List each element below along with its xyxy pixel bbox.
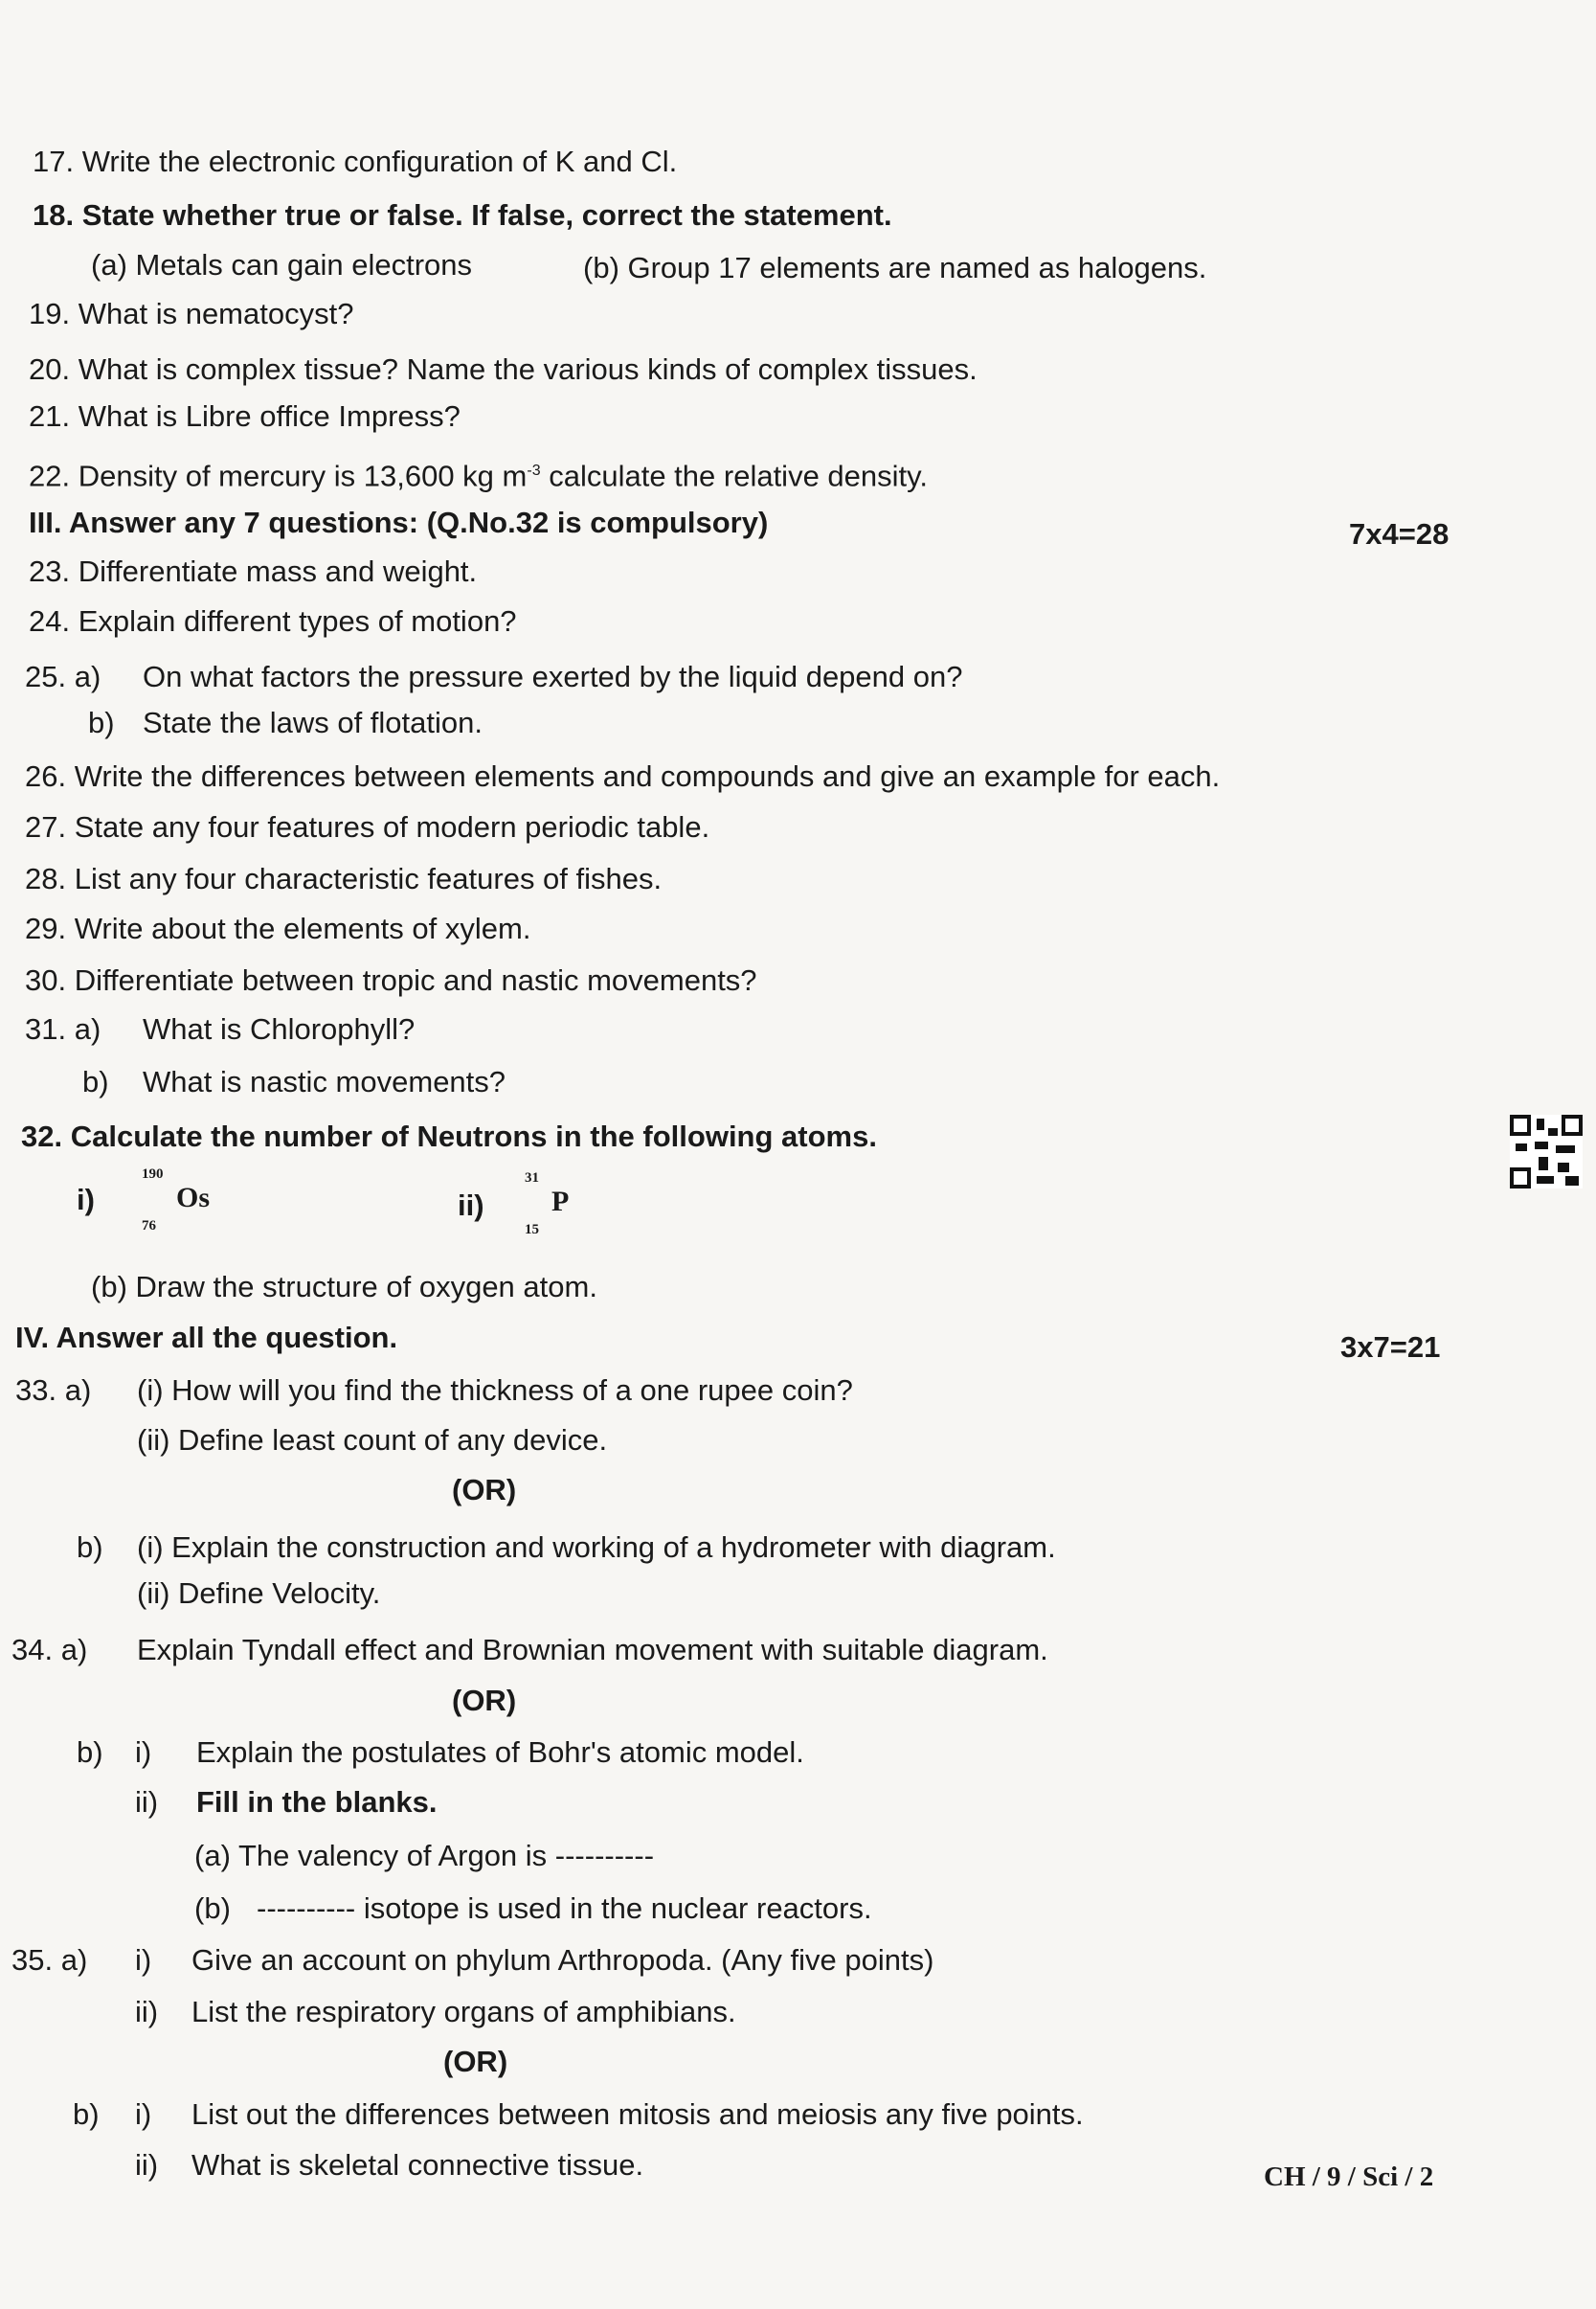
question-text: State whether true or false. If false, correct the statement.: [81, 198, 892, 232]
question-32-b: (b) Draw the structure of oxygen atom.: [91, 1270, 597, 1303]
question-text: Density of mercury is 13,600 kg m: [78, 459, 528, 493]
question-35-b-i-label: i): [135, 2097, 152, 2131]
question-number: 24.: [29, 604, 71, 638]
question-number: 32.: [21, 1120, 63, 1153]
question-19: [29, 297, 353, 331]
question-number: 29.: [25, 912, 67, 945]
question-text: Write the electronic configuration of K and Cl.: [81, 145, 678, 178]
question-text: What is complex tissue? Name the various kinds of complex tissues.: [78, 352, 978, 386]
question-30: [25, 963, 757, 998]
fill-blank-a: (a) The valency of Argon is ----------: [194, 1839, 655, 1872]
question-31-a: [25, 1012, 101, 1047]
question-text: Differentiate mass and weight.: [78, 555, 478, 588]
paper-code: CH / 9 / Sci / 2: [1264, 2162, 1434, 2192]
section-3-heading: [29, 506, 768, 540]
question-33-b-ii: (ii) Define Velocity.: [137, 1576, 381, 1610]
sub-label: a): [74, 660, 101, 693]
question-text: Differentiate between tropic and nastic movements?: [74, 963, 757, 997]
question-text: Write the differences between elements and compounds and give an example for each.: [74, 759, 1221, 793]
question-21: [29, 399, 461, 434]
section-4-marks: 3x7=21: [1340, 1330, 1441, 1364]
sub-label: a): [60, 1943, 88, 1977]
element-symbol: Os: [176, 1182, 211, 1213]
question-23: [29, 555, 477, 589]
question-33-a-ii: (ii) Define least count of any device.: [137, 1423, 608, 1457]
question-text: Write about the elements of xylem.: [74, 912, 531, 945]
section-label: IV.: [15, 1321, 50, 1354]
question-text: Calculate the number of Neutrons in the following atoms.: [70, 1120, 877, 1153]
question-number: 21.: [29, 399, 71, 433]
question-18-b: (b) Group 17 elements are named as halogens.: [583, 251, 1207, 284]
atomic-number: 76: [142, 1218, 156, 1234]
question-34-b-i: Explain the postulates of Bohr's atomic model.: [196, 1735, 804, 1769]
question-number: 23.: [29, 555, 71, 588]
section-text: Answer all the question.: [56, 1321, 398, 1354]
question-number: 33.: [15, 1373, 57, 1407]
question-number: 18.: [33, 198, 75, 232]
question-33-a: [15, 1373, 91, 1408]
question-number: 19.: [29, 297, 71, 330]
question-31-b-text: What is nastic movements?: [143, 1065, 506, 1098]
question-34-a: [11, 1633, 87, 1667]
section-label: III.: [29, 506, 62, 539]
fill-blank-b: ---------- isotope is used in the nuclear reactors.: [257, 1891, 872, 1925]
question-number: 20.: [29, 352, 71, 386]
question-31-a-text: What is Chlorophyll?: [143, 1012, 416, 1046]
question-text-cont: calculate the relative density.: [540, 459, 928, 493]
question-20: [29, 352, 978, 387]
question-32-ii-label: ii): [458, 1188, 484, 1222]
question-35-a-i: Give an account on phylum Arthropoda. (Any five points): [191, 1943, 934, 1977]
question-25-b-label: b): [88, 706, 115, 739]
question-text: List any four characteristic features of fishes.: [74, 862, 663, 895]
section-3-marks: 7x4=28: [1349, 517, 1450, 551]
or-separator: (OR): [452, 1684, 517, 1717]
question-25-a: [25, 660, 101, 694]
mass-number: 190: [142, 1166, 164, 1182]
question-27: [25, 810, 709, 845]
question-number: 22.: [29, 459, 71, 493]
question-35-b-ii: What is skeletal connective tissue.: [191, 2148, 644, 2182]
question-24: [29, 604, 517, 639]
question-33-b-i: (i) Explain the construction and working of a hydrometer with diagram.: [137, 1530, 1056, 1564]
section-text: Answer any 7 questions: (Q.No.32 is compulsory): [68, 506, 769, 539]
question-35-b-label: b): [73, 2097, 100, 2131]
sub-label: a): [60, 1633, 88, 1666]
question-22: [29, 454, 928, 493]
question-35-a-ii: List the respiratory organs of amphibians.: [191, 1995, 736, 2028]
question-26: [25, 759, 1220, 794]
atomic-number: 15: [525, 1222, 539, 1237]
question-35-a-i-label: i): [135, 1943, 152, 1977]
question-number: 17.: [33, 145, 75, 178]
question-number: 30.: [25, 963, 67, 997]
fill-blank-b-label: (b): [194, 1891, 231, 1925]
question-35-b-ii-label: ii): [135, 2148, 159, 2182]
section-4-heading: [15, 1321, 397, 1355]
or-separator: (OR): [443, 2045, 508, 2078]
question-33-b-label: b): [77, 1530, 103, 1564]
question-25-a-text: On what factors the pressure exerted by the liquid depend on?: [143, 660, 963, 693]
sub-label: a): [64, 1373, 92, 1407]
question-17: [33, 145, 677, 179]
question-35-b-i: List out the differences between mitosis and meiosis any five points.: [191, 2097, 1084, 2131]
question-text: Explain different types of motion?: [78, 604, 517, 638]
question-number: 27.: [25, 810, 67, 844]
question-18-a: (a) Metals can gain electrons: [91, 248, 473, 282]
question-32-i-label: i): [77, 1183, 95, 1216]
sub-label: a): [74, 1012, 101, 1046]
question-number: 31.: [25, 1012, 67, 1046]
mass-number: 31: [525, 1170, 539, 1186]
question-31-b-label: b): [82, 1065, 109, 1098]
question-number: 35.: [11, 1943, 54, 1977]
question-33-a-i: (i) How will you find the thickness of a one rupee coin?: [137, 1373, 853, 1407]
question-number: 25.: [25, 660, 67, 693]
question-28: [25, 862, 662, 896]
question-29: [25, 912, 530, 946]
question-number: 34.: [11, 1633, 54, 1666]
question-32: [21, 1120, 877, 1154]
question-35-a-ii-label: ii): [135, 1995, 159, 2028]
question-text: What is Libre office Impress?: [78, 399, 461, 433]
question-text: What is nematocyst?: [78, 297, 354, 330]
superscript: -3: [527, 463, 541, 479]
question-35-a: [11, 1943, 87, 1978]
element-symbol: P: [551, 1186, 570, 1217]
or-separator: (OR): [452, 1473, 517, 1506]
question-34-b-label: b): [77, 1735, 103, 1769]
question-18: [33, 198, 892, 233]
question-text: State any four features of modern periodic table.: [74, 810, 710, 844]
question-34-b-ii: Fill in the blanks.: [196, 1785, 438, 1819]
question-34-b-ii-label: ii): [135, 1785, 159, 1819]
question-34-a-text: Explain Tyndall effect and Brownian movement with suitable diagram.: [137, 1633, 1048, 1666]
question-34-b-i-label: i): [135, 1735, 152, 1769]
question-25-b-text: State the laws of flotation.: [143, 706, 483, 739]
qr-code-icon: [1510, 1115, 1583, 1188]
question-number: 28.: [25, 862, 67, 895]
question-number: 26.: [25, 759, 67, 793]
